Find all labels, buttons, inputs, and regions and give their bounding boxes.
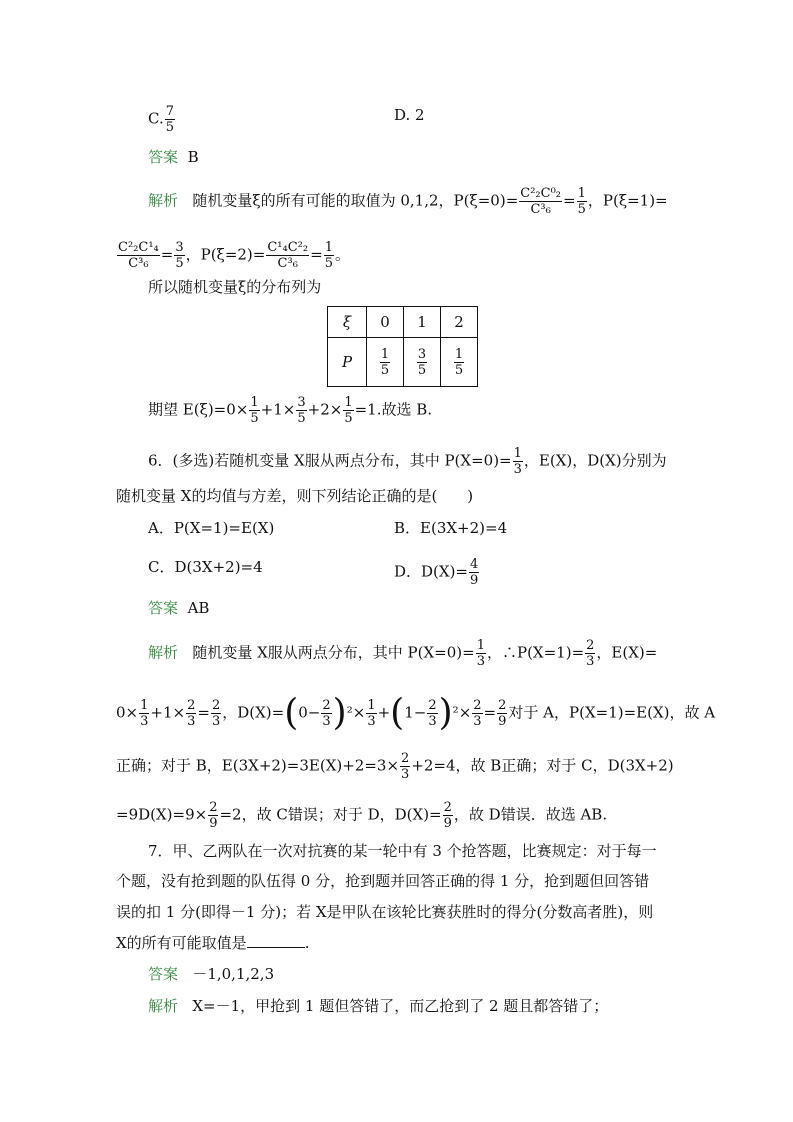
text: ² bbox=[346, 703, 353, 722]
text: 对于 A，P(X=1)=E(X)，故 A bbox=[508, 703, 716, 722]
q6-option-a: A．P(X=1)=E(X) bbox=[148, 519, 275, 537]
text: ，P(ξ=1)= bbox=[587, 191, 668, 210]
table-cell: ξ bbox=[328, 307, 367, 338]
fraction: $\frac{7}{5}$ bbox=[165, 104, 174, 135]
fraction: $\frac{2}{3}$ bbox=[211, 698, 221, 729]
q7-stem-line4 bbox=[116, 933, 309, 953]
fraction: $\frac{1}{5}$ bbox=[324, 240, 333, 271]
q6-stem-line1 bbox=[148, 446, 667, 477]
q6-option-d bbox=[394, 557, 480, 588]
text: ，D(X)= bbox=[222, 703, 285, 722]
q7-stem-line1: 7．甲、乙两队在一次对抗赛的某一轮中有 3 个抢答题，比赛规定：对于每一 bbox=[148, 842, 657, 860]
text: × bbox=[458, 703, 472, 722]
fraction: $\frac{3}{5}$ bbox=[297, 395, 306, 426]
text: 期望 E(ξ)=0× bbox=[148, 400, 249, 419]
fraction: $\frac{1}{5}$ bbox=[344, 395, 353, 426]
text: = bbox=[483, 703, 497, 722]
fraction: $\frac{1}{5}$ bbox=[454, 346, 464, 378]
fraction: $\frac{2}{3}$ bbox=[322, 698, 331, 729]
jiexi-label: 解析 bbox=[148, 997, 179, 1015]
fraction: $\frac{4}{9}$ bbox=[470, 557, 479, 588]
q5-option-d: D. 2 bbox=[394, 106, 425, 124]
fraction: $\frac{1}{3}$ bbox=[476, 638, 485, 669]
text: 正确；对于 B，E(3X+2)=3E(X)+2=3× bbox=[116, 756, 400, 775]
option-c-label: C. bbox=[148, 109, 164, 128]
left-bracket: ( bbox=[284, 692, 299, 734]
fraction: $\frac{2}{9}$ bbox=[498, 698, 507, 729]
q6-answer bbox=[148, 598, 209, 618]
text: 0× bbox=[116, 703, 139, 722]
fraction: $\frac{2}{9}$ bbox=[443, 800, 452, 831]
fraction: $\frac{\text{C²₂C¹₄}}{\text{C³₆}}$ bbox=[118, 240, 159, 271]
text: D．D(X)= bbox=[394, 562, 469, 581]
text: X=－1，甲抢到 1 题但答错了，而乙抢到了 2 题且都答错了； bbox=[192, 997, 609, 1015]
fraction: $\frac{2}{3}$ bbox=[401, 751, 410, 782]
table-row bbox=[328, 307, 478, 338]
right-bracket: ) bbox=[332, 692, 347, 734]
fraction: $\frac{2}{9}$ bbox=[209, 800, 218, 831]
q6-jiexi-line2 bbox=[116, 692, 716, 734]
table-cell: 2 bbox=[441, 307, 478, 338]
text: ，∴P(X=1)= bbox=[486, 643, 585, 662]
text: ² bbox=[452, 703, 459, 722]
fraction: $\frac{1}{5}$ bbox=[250, 395, 259, 426]
q7-stem-line2: 个题，没有抢到题的队伍得 0 分，抢到题并回答正确的得 1 分，抢到题但回答错 bbox=[116, 872, 650, 890]
fraction: $\frac{2}{3}$ bbox=[428, 698, 437, 729]
fraction: $\frac{1}{3}$ bbox=[367, 698, 376, 729]
q7-stem-line3: 误的扣 1 分(即得－1 分)；若 X是甲队在该轮比赛获胜时的得分(分数高者胜)，则 bbox=[116, 903, 654, 921]
q5-jiexi-line2 bbox=[116, 240, 350, 271]
jiexi-label: 解析 bbox=[148, 191, 179, 210]
fraction: $\frac{1}{5}$ bbox=[380, 346, 390, 378]
text: = bbox=[310, 245, 323, 264]
distribution-table bbox=[327, 306, 478, 387]
fraction: $\frac{1}{3}$ bbox=[140, 698, 149, 729]
answer-value: －1,0,1,2,3 bbox=[192, 965, 275, 983]
fraction: $\frac{\text{C¹₄C²₂}}{\text{C³₆}}$ bbox=[267, 240, 309, 271]
text: 随机变量 X服从两点分布，其中 P(X=0)= bbox=[192, 643, 475, 662]
q5-dist-intro: 所以随机变量ξ的分布列为 bbox=[148, 278, 322, 296]
left-bracket: ( bbox=[390, 692, 405, 734]
table-cell bbox=[404, 338, 441, 387]
text: ，E(X)= bbox=[596, 643, 658, 662]
fraction: $\frac{2}{3}$ bbox=[187, 698, 196, 729]
text: +2× bbox=[307, 400, 343, 419]
text: =2，故 C错误；对于 D，D(X)= bbox=[219, 805, 442, 824]
q5-expectation bbox=[148, 395, 432, 426]
answer-label: 答案 bbox=[148, 148, 179, 166]
answer-label: 答案 bbox=[148, 965, 179, 983]
text: . bbox=[304, 934, 310, 952]
q6-option-b: B．E(3X+2)=4 bbox=[394, 519, 508, 537]
table-cell bbox=[441, 338, 478, 387]
q7-jiexi bbox=[148, 996, 608, 1016]
jiexi-label: 解析 bbox=[148, 643, 179, 662]
text: X的所有可能取值是 bbox=[116, 934, 247, 952]
fraction: $\frac{1}{3}$ bbox=[513, 446, 522, 477]
q6-jiexi-line1 bbox=[148, 638, 657, 669]
q6-jiexi-line4 bbox=[116, 800, 607, 831]
answer-value: B bbox=[187, 148, 199, 166]
text: 1− bbox=[404, 703, 427, 722]
q5-option-c bbox=[148, 104, 176, 135]
q6-option-c: C．D(3X+2)=4 bbox=[148, 558, 263, 576]
fraction: $\frac{3}{5}$ bbox=[417, 346, 427, 378]
table-row bbox=[328, 338, 478, 387]
q5-answer bbox=[148, 147, 199, 167]
q6-stem-line2: 随机变量 X的均值与方差，则下列结论正确的是( ) bbox=[116, 487, 474, 505]
text: 。 bbox=[334, 245, 350, 264]
fraction: $\frac{2}{3}$ bbox=[473, 698, 482, 729]
fraction: $\frac{1}{5}$ bbox=[577, 186, 586, 217]
text: =1.故选 B. bbox=[354, 400, 433, 419]
text: ，P(ξ=2)= bbox=[185, 245, 266, 264]
text: +2=4，故 B正确；对于 C，D(3X+2) bbox=[411, 756, 674, 775]
q7-answer bbox=[148, 964, 274, 984]
table-cell: P bbox=[328, 338, 367, 387]
fraction: $\frac{3}{5}$ bbox=[175, 240, 184, 271]
text: 0− bbox=[298, 703, 321, 722]
q5-jiexi-line1 bbox=[148, 186, 668, 217]
text: + bbox=[377, 703, 391, 722]
text: = bbox=[197, 703, 210, 722]
text: = bbox=[563, 191, 576, 210]
right-bracket: ) bbox=[438, 692, 453, 734]
text: ，故 D错误．故选 AB. bbox=[453, 805, 608, 824]
answer-value: AB bbox=[187, 599, 210, 617]
table-cell: 1 bbox=[404, 307, 441, 338]
table-cell bbox=[367, 338, 404, 387]
text: × bbox=[352, 703, 366, 722]
text: ，E(X)，D(X)分别为 bbox=[523, 451, 667, 470]
fraction: $\frac{2}{3}$ bbox=[586, 638, 595, 669]
answer-blank bbox=[247, 933, 305, 948]
text: = bbox=[160, 245, 174, 264]
text: =9D(X)=9× bbox=[116, 805, 208, 824]
fraction: $\frac{\text{C²₂C⁰₂}}{\text{C³₆}}$ bbox=[520, 186, 562, 217]
answer-label: 答案 bbox=[148, 599, 179, 617]
text: +1× bbox=[150, 703, 186, 722]
text: 随机变量ξ的所有可能的取值为 0,1,2，P(ξ=0)= bbox=[192, 191, 519, 210]
q6-jiexi-line3 bbox=[116, 751, 674, 782]
text: 6．(多选)若随机变量 X服从两点分布，其中 P(X=0)= bbox=[148, 451, 512, 470]
text: +1× bbox=[260, 400, 296, 419]
table-cell: 0 bbox=[367, 307, 404, 338]
